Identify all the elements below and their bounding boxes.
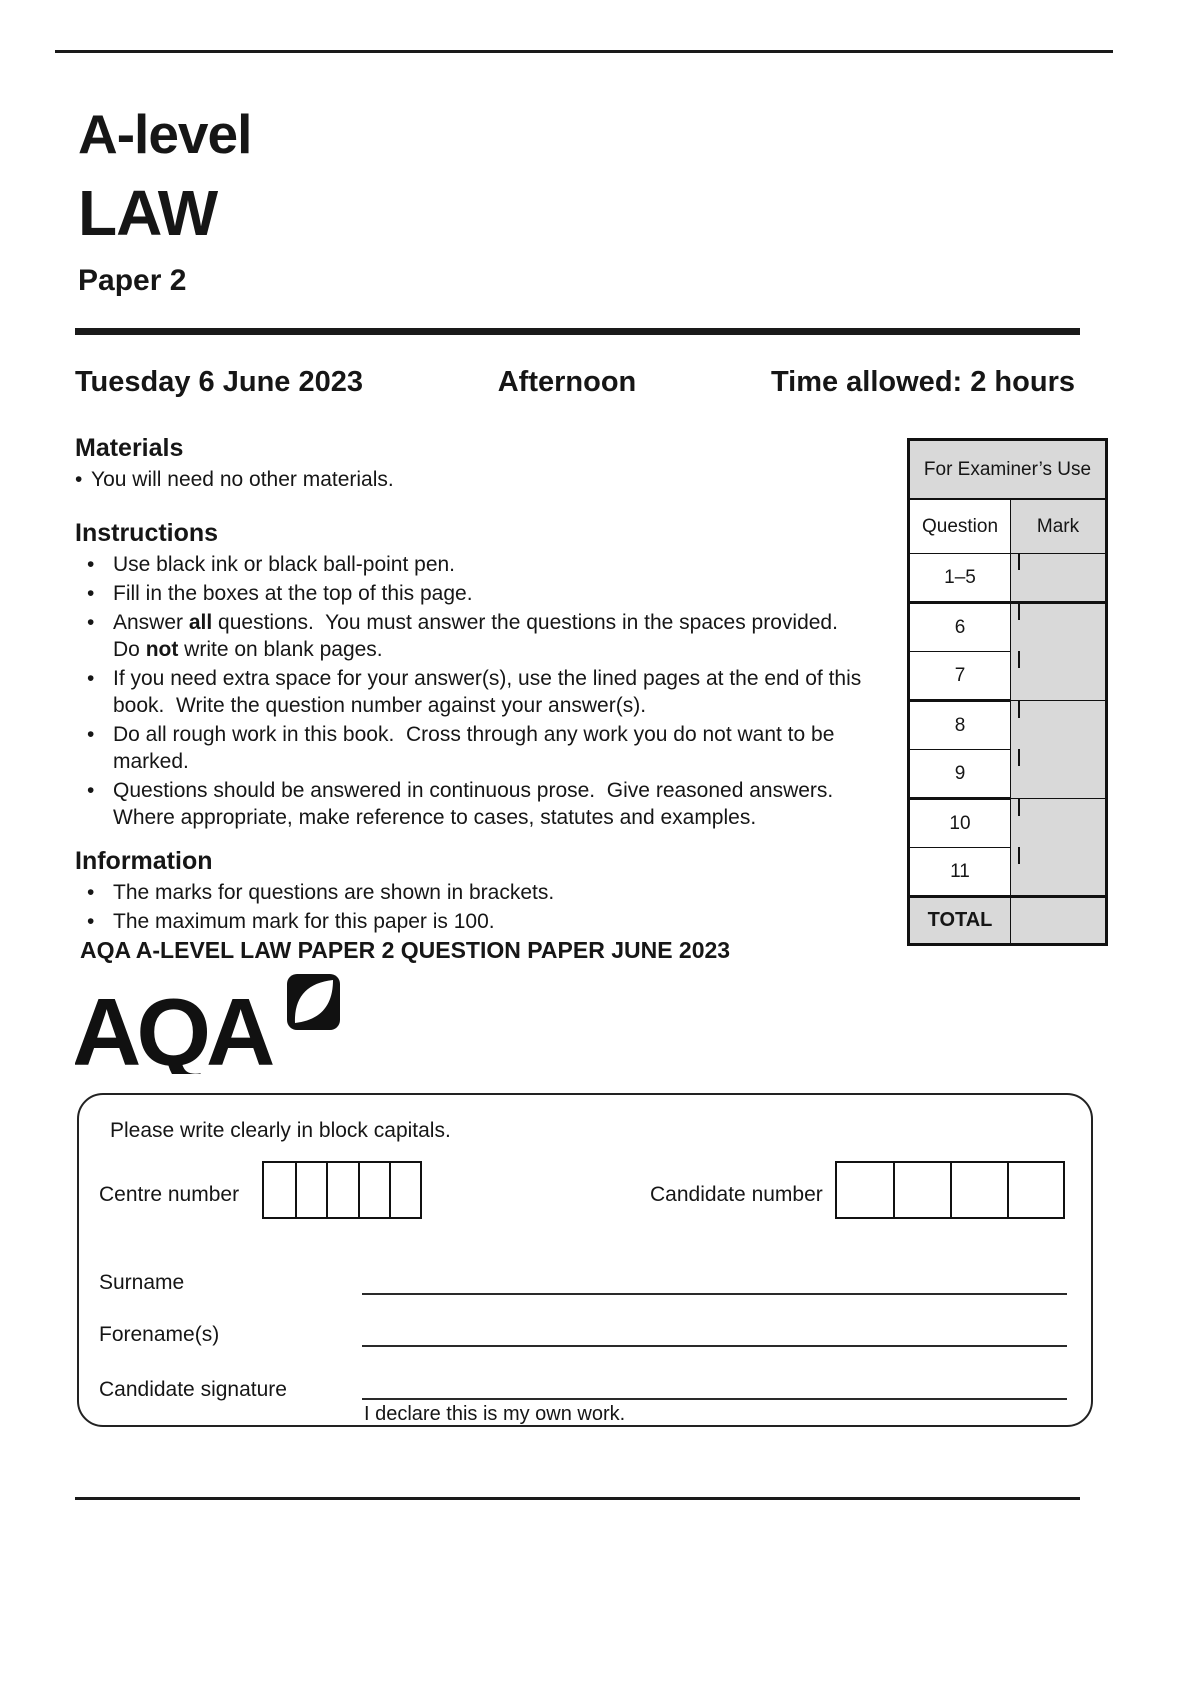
information-item: • The marks for questions are shown in brackets. [75,879,905,906]
forename-line[interactable] [362,1345,1067,1347]
candidate-number-cell[interactable] [893,1163,950,1217]
examiner-table [907,438,1108,946]
instructions-list [75,551,905,831]
question-cell: 7 [909,652,1011,701]
candidate-number-cell[interactable] [837,1163,893,1217]
mark-cell[interactable] [1011,603,1107,701]
centre-number-cell[interactable] [326,1163,357,1217]
centre-number-cell[interactable] [358,1163,389,1217]
instruction-item: • Questions should be answered in continuous prose. Give reasoned answers. Where appropriate, make reference to cases, statutes and examples. [75,777,905,831]
question-cell: 6 [909,603,1011,652]
centre-number-boxes [262,1161,422,1219]
instruction-item: • Fill in the boxes at the top of this page. [75,580,905,607]
forename-label: Forename(s) [99,1323,220,1346]
materials-item: • You will need no other materials. [75,466,905,493]
information-heading: Information [75,847,213,875]
question-cell: 8 [909,701,1011,750]
time-allowed: Time allowed: 2 hours [770,366,1075,398]
candidate-number-cell[interactable] [1007,1163,1064,1217]
mark-column-header: Mark [1011,499,1107,554]
total-label: TOTAL [909,897,1011,945]
instruction-item: • If you need extra space for your answer(s), use the lined pages at the end of this book. Write the question number against your answer(s). [75,665,905,719]
surname-line[interactable] [362,1293,1067,1295]
aqa-logo-text: AQA [75,979,271,1074]
question-row [909,799,1107,848]
total-row [909,897,1107,945]
candidate-details-box [77,1093,1093,1427]
centre-number-label: Centre number [99,1183,240,1206]
instruction-item: • Answer all questions. You must answer the questions in the spaces provided. Do not write on blank pages. [75,609,905,663]
question-row [909,554,1107,603]
aqa-logo [75,972,345,1074]
question-row [909,701,1107,750]
exam-session: Afternoon [497,366,637,398]
masthead [78,104,251,298]
declaration-note: I declare this is my own work. [364,1403,626,1425]
mark-cell[interactable] [1011,701,1107,799]
mark-cell[interactable] [1011,554,1107,603]
question-cell: 10 [909,799,1011,848]
candidate-number-boxes [835,1161,1065,1219]
exam-session-row [75,366,1075,399]
signature-line[interactable] [362,1398,1067,1400]
signature-label: Candidate signature [99,1378,287,1401]
examiner-table-title: For Examiner’s Use [909,440,1107,500]
exam-banner: AQA A-LEVEL LAW PAPER 2 QUESTION PAPER JUNE 2023 [80,937,731,963]
front-matter [75,434,905,964]
qualification-title: A-level [78,103,252,165]
question-cell: 1–5 [909,554,1011,603]
question-row [909,603,1107,652]
title-divider [75,328,1080,335]
centre-number-cell[interactable] [264,1163,295,1217]
question-column-header: Question [909,499,1011,554]
question-cell: 11 [909,848,1011,897]
materials-heading: Materials [75,434,184,462]
materials-list [75,466,905,493]
candidate-number-cell[interactable] [950,1163,1007,1217]
centre-number-cell[interactable] [389,1163,420,1217]
question-cell: 9 [909,750,1011,799]
total-mark-cell[interactable] [1011,897,1107,945]
exam-date: Tuesday 6 June 2023 [75,366,364,398]
aqa-logo-graphic [75,972,345,1074]
bottom-rule [75,1497,1080,1500]
block-capitals-note: Please write clearly in block capitals. [110,1119,451,1142]
candidate-number-label: Candidate number [650,1183,823,1206]
information-list [75,879,905,935]
paper-title: Paper 2 [78,264,187,297]
subject-title: LAW [78,177,218,249]
instruction-item: • Do all rough work in this book. Cross through any work you do not want to be marked. [75,721,905,775]
top-rule [55,50,1113,53]
instructions-heading: Instructions [75,519,219,547]
mark-cell[interactable] [1011,799,1107,897]
instruction-item: • Use black ink or black ball-point pen. [75,551,905,578]
information-item: • The maximum mark for this paper is 100. [75,908,905,935]
centre-number-cell[interactable] [295,1163,326,1217]
surname-label: Surname [99,1271,185,1294]
